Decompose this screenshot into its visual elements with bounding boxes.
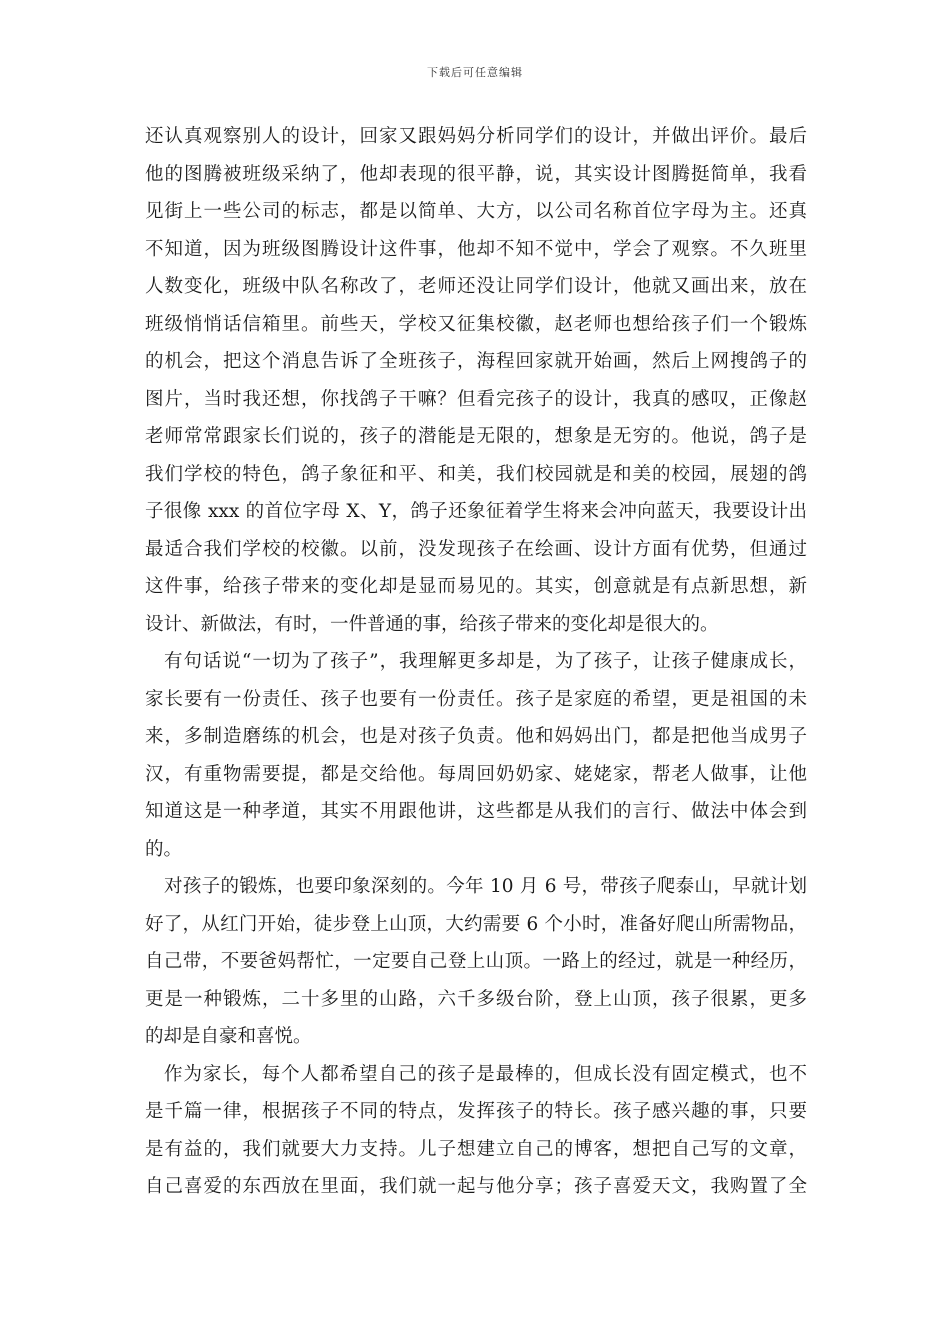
document-body [145,118,807,1206]
text-line: 家长要有一份责任、孩子也要有一份责任。孩子是家庭的希望，更是祖国的未 [145,688,807,710]
text-line: 他的图腾被班级采纳了，他却表现的很平静，说，其实设计图腾挺简单，我看 [145,163,807,185]
text-line: 自己带，不要爸妈帮忙，一定要自己登上山顶。一路上的经过，就是一种经历， [145,951,807,972]
text-line: 人数变化，班级中队名称改了，老师还没让同学们设计，他就又画出来，放在 [145,276,807,297]
text-line: 子很像 xxx 的首位字母 X、Y，鸽子还象征着学生将来会冲向蓝天，我要设计出 [145,501,807,522]
text-line: 对孩子的锻炼，也要印象深刻的。今年 10 月 6 号，带孩子爬泰山，早就计划 [164,876,807,897]
page-header: 下载后可任意编辑 [427,66,523,79]
text-line: 的机会，把这个消息告诉了全班孩子，海程回家就开始画，然后上网搜鸽子的 [145,351,807,372]
text-line: 设计、新做法，有时，一件普通的事，给孩子带来的变化却是很大的。 [145,613,719,635]
text-line: 见街上一些公司的标志，都是以简单、大方，以公司名称首位字母为主。还真 [145,201,807,222]
text-line: 好了，从红门开始，徒步登上山顶，大约需要 6 个小时，准备好爬山所需物品， [145,913,807,935]
text-line: 是千篇一律，根据孩子不同的特点，发挥孩子的特长。孩子感兴趣的事，只要 [145,1101,807,1122]
paragraph-1 [145,118,807,643]
text-line: 来，多制造磨练的机会，也是对孩子负责。他和妈妈出门，都是把他当成男子 [145,726,807,747]
text-line: 知道这是一种孝道，其实不用跟他讲，这些都是从我们的言行、做法中体会到 [145,801,807,822]
text-line: 不知道，因为班级图腾设计这件事，他却不知不觉中，学会了观察。不久班里 [145,238,807,260]
paragraph-4 [145,1056,807,1206]
text-line: 的。 [145,838,183,860]
text-line: 最适合我们学校的校徽。以前，没发现孩子在绘画、设计方面有优势，但通过 [145,538,807,560]
text-line: 老师常常跟家长们说的，孩子的潜能是无限的，想象是无穷的。他说，鸽子是 [145,426,807,447]
text-line: 作为家长，每个人都希望自己的孩子是最棒的，但成长没有固定模式，也不 [164,1063,807,1085]
text-line: 汉，有重物需要提，都是交给他。每周回奶奶家、姥姥家，帮老人做事，让他 [145,763,807,785]
text-line: 更是一种锻炼，二十多里的山路，六千多级台阶，登上山顶，孩子很累，更多 [145,988,807,1010]
text-line: 我们学校的特色，鸽子象征和平、和美，我们校园就是和美的校园，展翅的鸽 [145,463,807,485]
text-line: 班级悄悄话信箱里。前些天，学校又征集校徽，赵老师也想给孩子们一个锻炼 [145,313,807,335]
paragraph-2 [145,643,807,868]
text-line: 有句话说“一切为了孩子”，我理解更多却是，为了孩子，让孩子健康成长， [164,651,807,672]
text-line: 这件事，给孩子带来的变化却是显而易见的。其实，创意就是有点新思想，新 [145,576,807,597]
text-line: 自己喜爱的东西放在里面，我们就一起与他分享；孩子喜爱天文，我购置了全 [145,1176,807,1197]
text-line: 图片，当时我还想，你找鸽子干嘛？但看完孩子的设计，我真的感叹，正像赵 [145,388,807,410]
text-line: 是有益的，我们就要大力支持。儿子想建立自己的博客，想把自己写的文章， [145,1138,807,1160]
text-line: 的却是自豪和喜悦。 [145,1026,312,1047]
paragraph-3 [145,868,807,1056]
text-line: 还认真观察别人的设计，回家又跟妈妈分析同学们的设计，并做出评价。最后 [145,126,807,147]
